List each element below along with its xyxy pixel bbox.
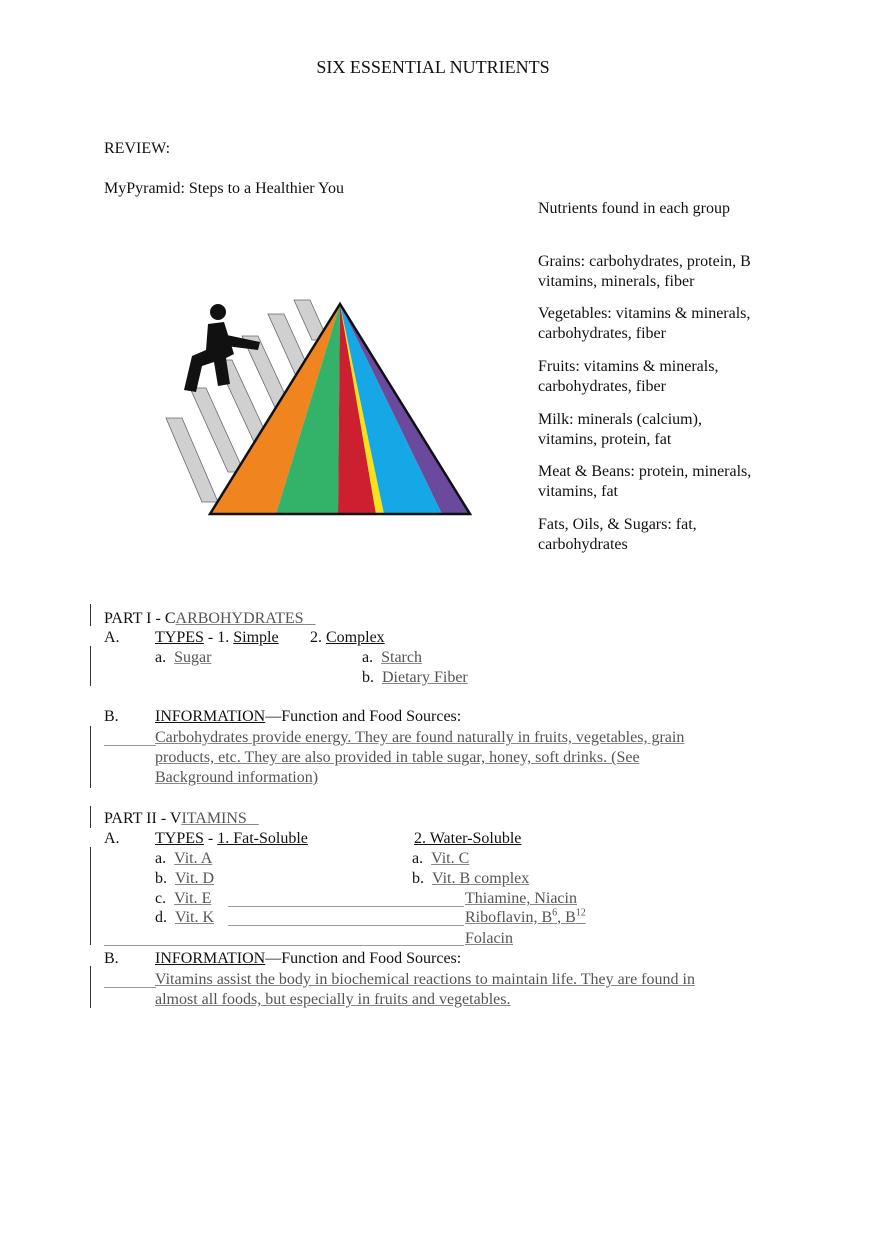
part1-heading: PART I - CARBOHYDRATES (104, 610, 304, 627)
change-bar (90, 604, 91, 626)
change-bar (90, 726, 91, 788)
part1-sugar-item: a. Sugar (155, 649, 212, 666)
nutrient-group-fruits: Fruits: vitamins & minerals, carbohydrates, fiber (538, 358, 719, 395)
b-complex-line: Folacin (465, 930, 513, 947)
part2-info-heading: INFORMATION—Function and Food Sources: (155, 950, 462, 967)
part2-b-label: B. (104, 950, 119, 967)
part2-heading: PART II - VITAMINS (104, 810, 247, 827)
part1-starch-item: a. Starch (362, 649, 422, 666)
insertion-line (228, 906, 464, 907)
nutrient-group-vegetables: Vegetables: vitamins & minerals, carbohydrates, fiber (538, 305, 751, 342)
part1-info-text-line: Background information) (155, 769, 319, 786)
change-bar (90, 966, 91, 1008)
part2-a-label: A. (104, 830, 120, 847)
nutrient-group-milk: Milk: minerals (calcium), vitamins, protein, fat (538, 411, 702, 448)
part1-complex: 2. Complex (310, 629, 385, 646)
part2-water-soluble: 2. Water-Soluble (414, 830, 522, 847)
nutrient-group-meat-beans: Meat & Beans: protein, minerals, vitamins, fat (538, 463, 752, 500)
part2-water-item: a. Vit. C (412, 850, 470, 867)
change-bar (90, 806, 91, 828)
insertion-line (104, 987, 156, 988)
mypyramid-illustration (160, 296, 480, 520)
part2-fat-item: a. Vit. A (155, 850, 213, 867)
insertion-line (228, 925, 464, 926)
change-bar (90, 646, 91, 686)
nutrient-group-fats-oils-sugars: Fats, Oils, & Sugars: fat, carbohydrates (538, 516, 697, 553)
part1-b-label: B. (104, 708, 119, 725)
nutrients-heading: Nutrients found in each group (538, 200, 730, 217)
stick-figure (184, 304, 260, 392)
part1-fiber-item: b. Dietary Fiber (362, 669, 468, 686)
part2-info-text-line: almost all foods, but especially in fruits and vegetables. (155, 991, 511, 1008)
change-bar (90, 847, 91, 945)
insertion-line (104, 945, 464, 946)
part1-info-text-line: Carbohydrates provide energy. They are found naturally in fruits, vegetables, grain (155, 729, 685, 746)
part2-fat-item: c. Vit. E (155, 890, 212, 907)
part1-info-text-line: products, etc. They are also provided in table sugar, honey, soft drinks. (See (155, 749, 640, 766)
part2-fat-item: d. Vit. K (155, 909, 215, 926)
part2-types-line: TYPES - 1. Fat-Soluble (155, 830, 308, 847)
part2-water-item: b. Vit. B complex (412, 870, 530, 887)
review-subtitle: MyPyramid: Steps to a Healthier You (104, 180, 344, 197)
insertion-line (104, 745, 156, 746)
page-title: SIX ESSENTIAL NUTRIENTS (316, 57, 550, 77)
b-complex-line: Thiamine, Niacin (465, 890, 577, 907)
part2-fat-item: b. Vit. D (155, 870, 215, 887)
part2-info-text-line: Vitamins assist the body in biochemical reactions to maintain life. They are found in (155, 971, 695, 988)
b-complex-riboflavin: Riboflavin, $B^6$, $B^{12}$ (465, 907, 586, 926)
part1-types-line: TYPES - 1. Simple (155, 629, 279, 646)
review-label: REVIEW: (104, 140, 171, 157)
part1-info-heading: INFORMATION—Function and Food Sources: (155, 708, 462, 725)
part1-a-label: A. (104, 629, 120, 646)
nutrient-group-grains: Grains: carbohydrates, protein, B vitamins, minerals, fiber (538, 253, 751, 290)
